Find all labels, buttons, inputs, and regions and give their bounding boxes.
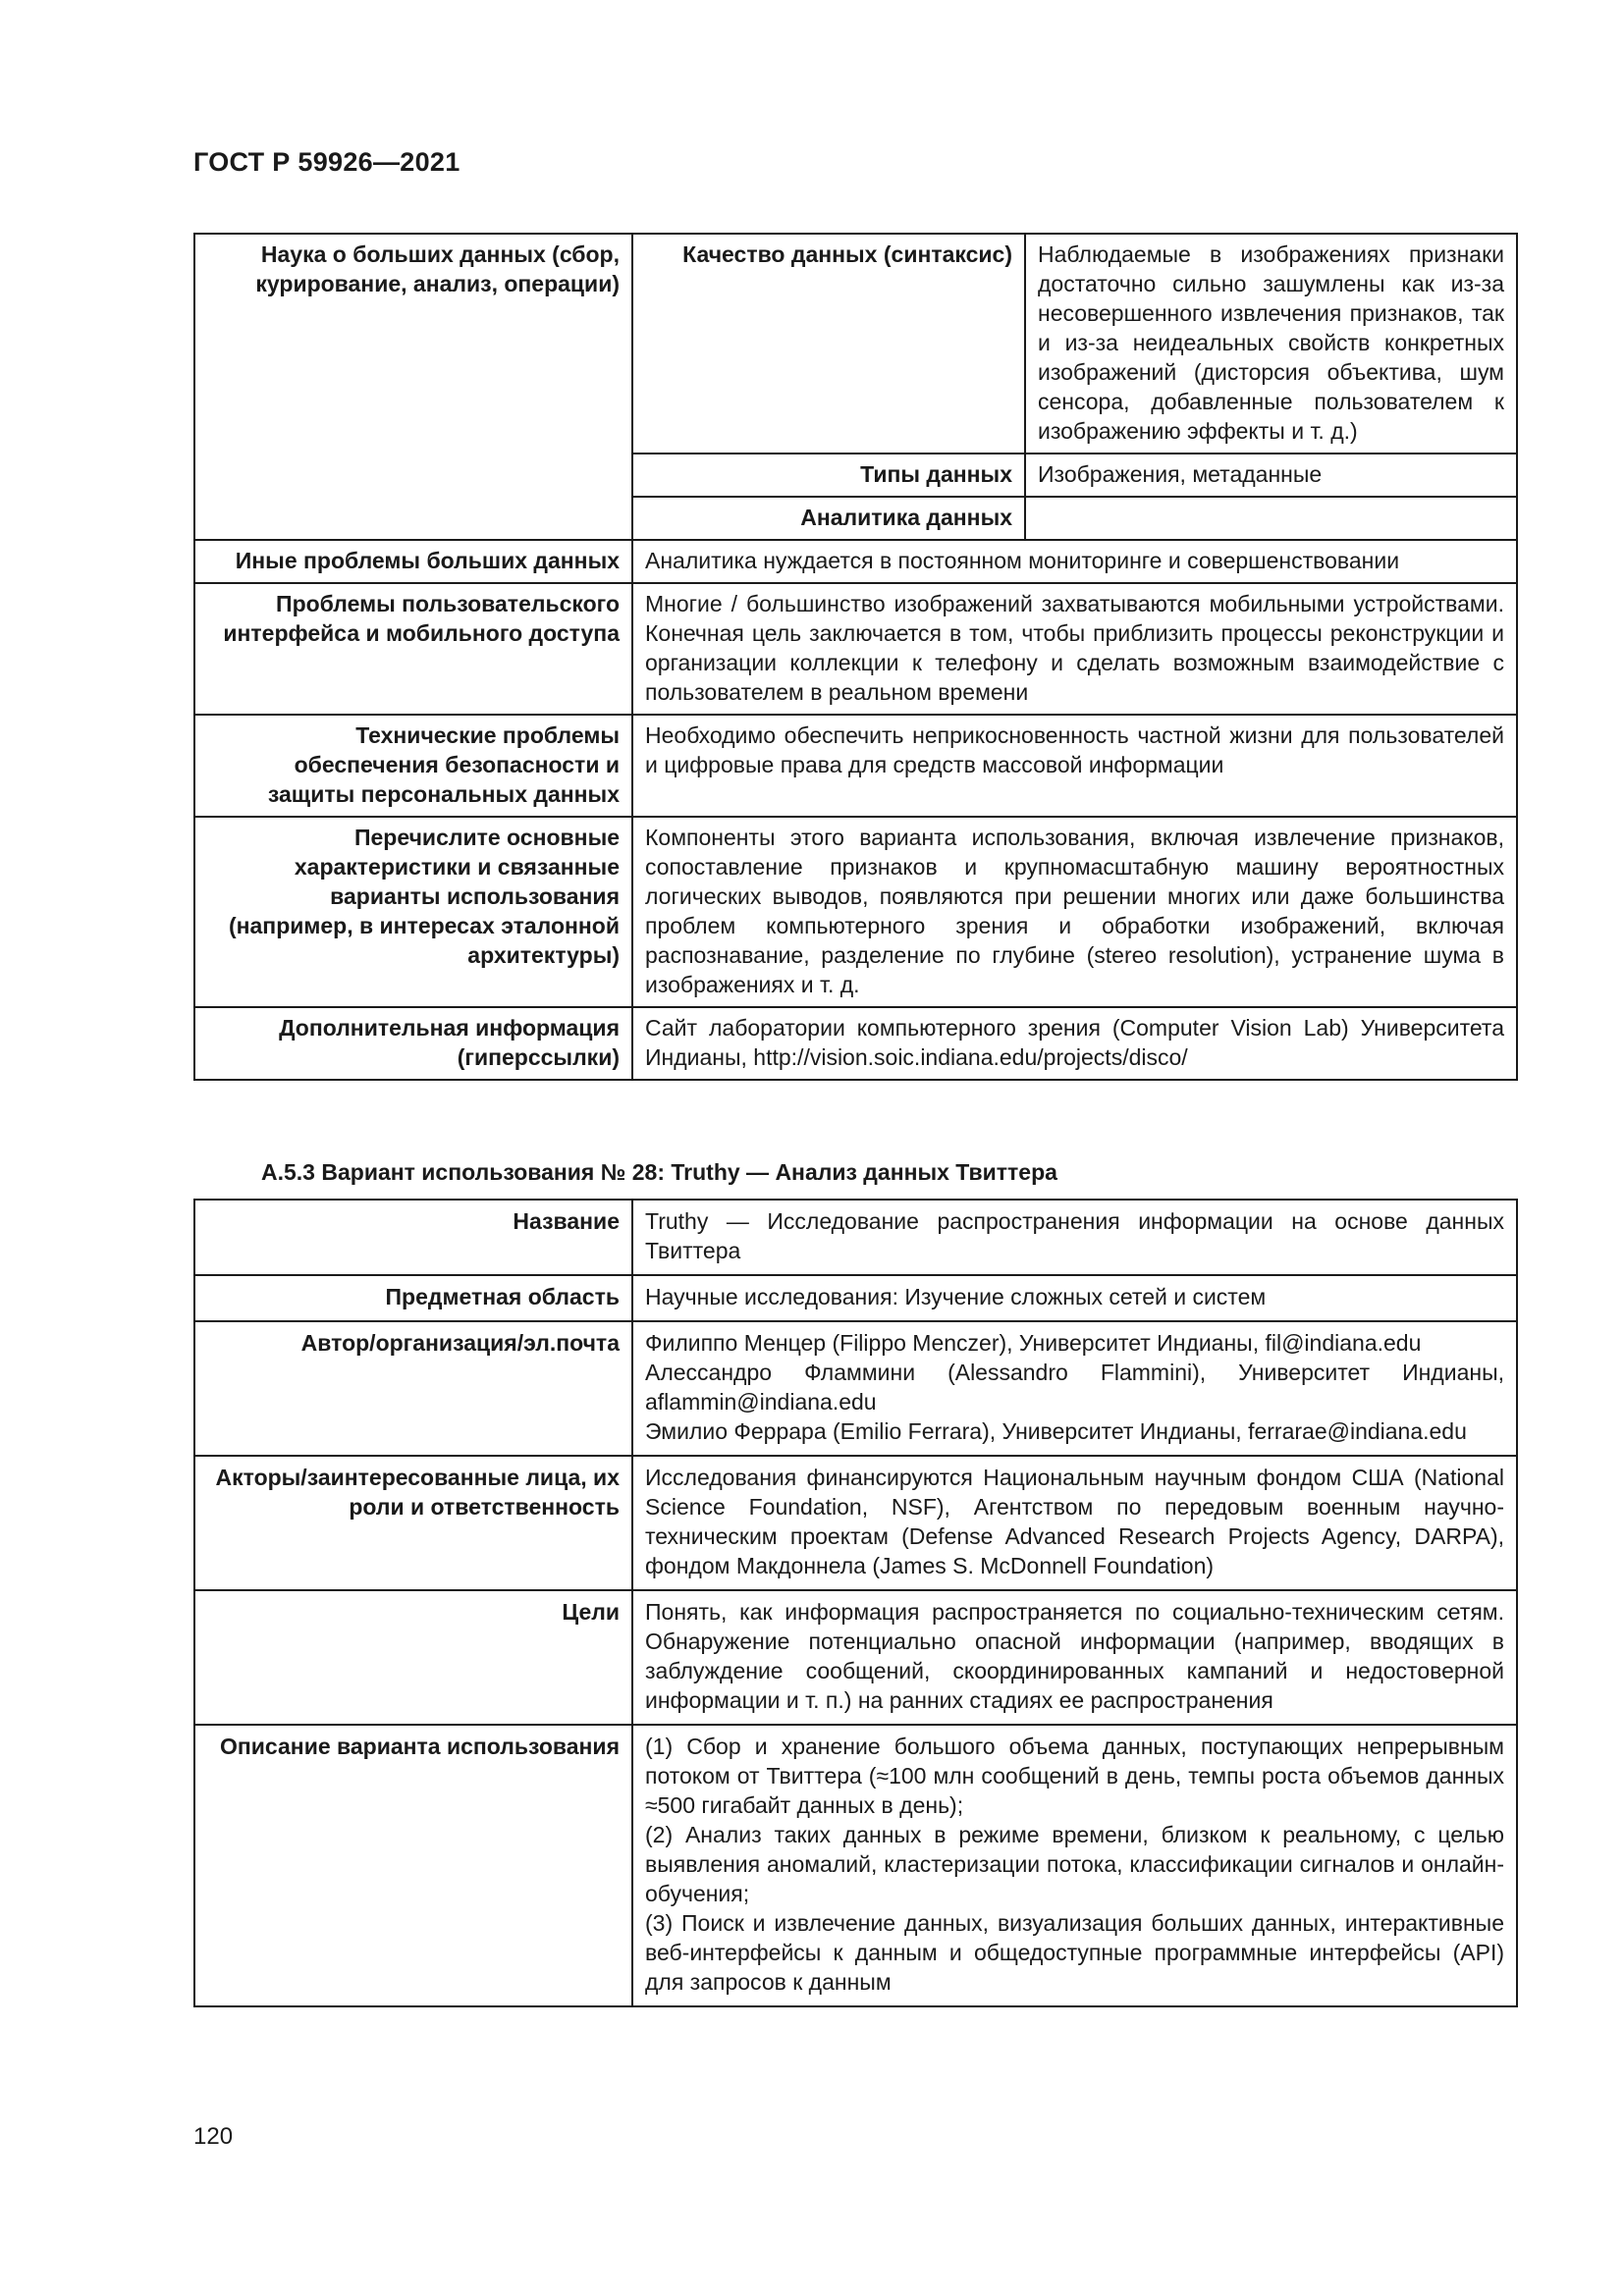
row-value-line: Эмилио Феррара (Emilio Ferrara), Университет Индианы, ferrarae@indiana.edu [645, 1418, 1467, 1444]
row-value [632, 1200, 1517, 1275]
row-label: Технические проблемы обеспечения безопасности и защиты персональных данных [194, 715, 632, 817]
row-value: Аналитика нуждается в постоянном мониторинге и совершенствовании [632, 540, 1517, 583]
table-row [194, 1321, 1517, 1456]
row-value: Необходимо обеспечить неприкосновенность частной жизни для пользователей и цифровые права для средств массовой информации [632, 715, 1517, 817]
row-label: Наука о больших данных (сбор, курирование, анализ, операции) [194, 234, 632, 540]
table-row [194, 583, 1517, 715]
row-value-line: (2) Анализ таких данных в режиме времени, близком к реальному, с целью выявления аномалий, кластеризации потока, классификации сигналов и онлайн-обучения; [645, 1822, 1504, 1906]
table-row [194, 1007, 1517, 1080]
table-row [194, 1200, 1517, 1275]
table-row [194, 234, 1517, 454]
row-value-line: (1) Сбор и хранение большого объема данных, поступающих непрерывным потоком от Твиттера (≈100 млн сообщений в день, темпы роста объемов данных ≈500 гигабайт данных в день); [645, 1734, 1504, 1818]
row-value-line: Филиппо Менцер (Filippo Menczer), Университет Индианы, fil@indiana.edu [645, 1330, 1422, 1356]
row-value: Компоненты этого варианта использования, включая извлечение признаков, сопоставление признаков и крупномасштабную машину вероятностных логических выводов, появляются при решении многих или даже большинства проблем компьютерного зрения и обработки изображений, включая распознавание, разделение по глубине (stereo resolution), устранение шума в изображениях и т. д. [632, 817, 1517, 1007]
row-value-line: (3) Поиск и извлечение данных, визуализация больших данных, интерактивные веб-интерфейсы к данным и общедоступные программные интерфейсы (API) для запросов к данным [645, 1910, 1504, 1995]
row-sublabel: Аналитика данных [632, 497, 1025, 540]
table-row [194, 1456, 1517, 1590]
section-heading: А.5.3 Вариант использования № 28: Truthy — Анализ данных Твиттера [261, 1159, 1057, 1185]
row-sublabel: Качество данных (синтаксис) [632, 234, 1025, 454]
row-label: Перечислите основные характеристики и связанные варианты использования (например, в интересах эталонной архитектуры) [194, 817, 632, 1007]
row-value-line: Понять, как информация распространяется по социально-техническим сетям. Обнаружение потенциально опасной информации (например, вводящих в заблуждение сообщений, скоординированных кампаний и недостоверной информации и т. п.) на ранних стадиях ее распространения [645, 1599, 1504, 1713]
row-value-line: Алессандро Фламмини (Alessandro Flammini), Университет Индианы, aflammin@indiana.edu [645, 1360, 1504, 1415]
row-label: Название [194, 1200, 632, 1275]
table-row [194, 1590, 1517, 1725]
row-label: Цели [194, 1590, 632, 1725]
row-value: Многие / большинство изображений захватываются мобильными устройствами. Конечная цель заключается в том, чтобы приблизить процессы реконструкции и организации коллекции к телефону и сделать возможным взаимодействие с пользователем в реальном времени [632, 583, 1517, 715]
row-value [632, 1275, 1517, 1321]
document-header: ГОСТ Р 59926—2021 [193, 147, 460, 177]
row-value: Сайт лаборатории компьютерного зрения (Computer Vision Lab) Университета Индианы, http://vision.soic.indiana.edu/projects/disco/ [632, 1007, 1517, 1080]
row-value-line: Научные исследования: Изучение сложных сетей и систем [645, 1284, 1267, 1309]
row-label: Предметная область [194, 1275, 632, 1321]
use-case-table-continued [193, 233, 1518, 1081]
table-row [194, 817, 1517, 1007]
row-label: Проблемы пользовательского интерфейса и мобильного доступа [194, 583, 632, 715]
table-row [194, 715, 1517, 817]
row-value: Наблюдаемые в изображениях признаки достаточно сильно зашумлены как из-за несовершенного извлечения признаков, так и из-за неидеальных свойств конкретных изображений (дисторсия объектива, шум сенсора, добавленные пользователем к изображению эффекты и т. д.) [1025, 234, 1517, 454]
table-row [194, 1725, 1517, 2006]
row-value-line: Truthy — Исследование распространения информации на основе данных Твиттера [645, 1208, 1504, 1263]
use-case-28-table [193, 1199, 1518, 2007]
row-label: Автор/организация/эл.почта [194, 1321, 632, 1456]
row-value [632, 1590, 1517, 1725]
row-label: Описание варианта использования [194, 1725, 632, 2006]
table-row [194, 1275, 1517, 1321]
row-value [632, 1321, 1517, 1456]
row-label: Дополнительная информация (гиперссылки) [194, 1007, 632, 1080]
page-number: 120 [193, 2123, 234, 2150]
row-value-line: Исследования финансируются Национальным научным фондом США (National Science Foundation, NSF), Агентством по передовым военным научно-техническим проектам (Defense Advanced Research Projects Agency, DARPA), фондом Макдоннела (James S. McDonnell Foundation) [645, 1465, 1504, 1578]
row-value [632, 1725, 1517, 2006]
row-sublabel: Типы данных [632, 454, 1025, 497]
row-label: Иные проблемы больших данных [194, 540, 632, 583]
row-value: Изображения, метаданные [1025, 454, 1517, 497]
table-row [194, 540, 1517, 583]
row-value [1025, 497, 1517, 540]
row-value [632, 1456, 1517, 1590]
row-label: Акторы/заинтересованные лица, их роли и ответственность [194, 1456, 632, 1590]
